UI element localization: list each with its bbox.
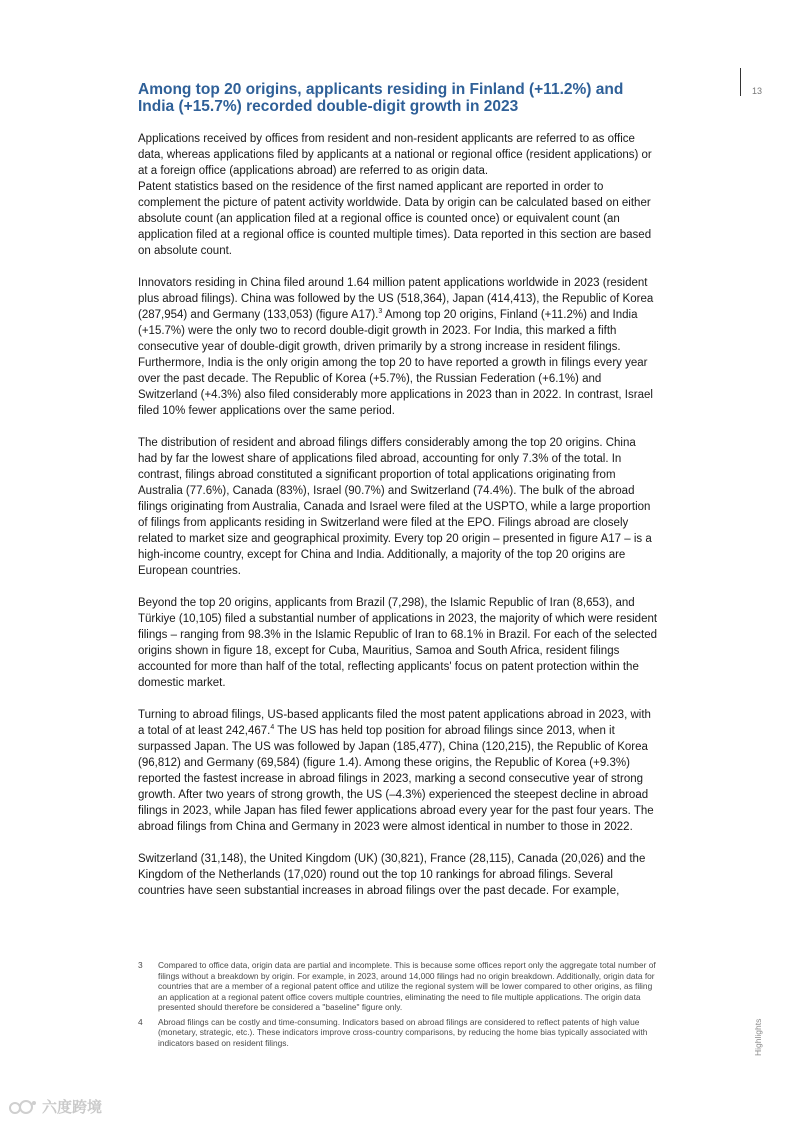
footnote-3 <box>138 960 658 1013</box>
paragraph-3 <box>138 275 658 419</box>
footnote-ref-3[interactable]: 3 <box>378 308 383 316</box>
paragraph-6-part-1: Turning to abroad filings, US-based applicants filed the most patent applications abroad in 2023, with a total of at least 242,467. <box>138 709 651 737</box>
paragraph-2: Patent statistics based on the residence of the first named applicant are reported in order to complement the picture of patent activity worldwide. Data by origin can be calculated based on either absolute count (an application filed at a regional office is counted once) or equivalent count (an application filed at a regional office is counted multiple times). Data reported in this section are based on absolute count. <box>138 181 652 257</box>
paragraph-3-part-1: Innovators residing in China filed around 1.64 million patent applications worldwide in 2023 (resident plus abroad filings). China was followed by the US (518,364), Japan (414,413), the Republic of Korea (287,954) and Germany (133,053) (figure A17). <box>138 277 654 321</box>
paragraph-3-part-2: Among top 20 origins, Finland (+11.2%) and India (+15.7%) were the only two to record double-digit growth in 2023. For India, this marked a fifth consecutive year of double-digit growth, driven primarily by a strong increase in resident filings. Furthermore, India is the only origin among the top 20 to have reported a growth in filings every year over the past decade. The Republic of Korea (+5.7%), the Russian Federation (+6.1%) and Switzerland (+4.3%) also filed considerably more applications in 2023 than in 2022. In contrast, Israel filed 10% fewer applications over the same period. <box>138 309 653 417</box>
footnote-number: 4 <box>138 1016 143 1027</box>
paragraph-5: Beyond the top 20 origins, applicants from Brazil (7,298), the Islamic Republic of Iran (8,653), and Türkiye (10,105) filed a substantial number of applications in 2023, the majority of which were resident filings – ranging from 98.3% in the Islamic Republic of Iran to 68.1% in Brazil. For each of the selected origins shown in figure 18, except for Cuba, Mauritius, Samoa and South Africa, resident filings accounted for more than half of the total, reflecting applicants' focus on patent protection within the domestic market. <box>138 597 658 689</box>
footnote-ref-4[interactable]: 4 <box>270 724 275 732</box>
page-number-rule <box>740 68 741 96</box>
paragraph-4: The distribution of resident and abroad filings differs considerably among the top 20 origins. China had by far the lowest share of applications filed abroad, accounting for only 7.3% of the total. In contrast, filings abroad constituted a significant proportion of total applications originating from Australia (77.6%), Canada (83%), Israel (90.7%) and Switzerland (74.4%). The bulk of the abroad filings originating from Australia, Canada and Israel were filed at the USPTO, while a large proportion of filings from applicants residing in Switzerland were filed at the EPO. Filings abroad are closely related to market size and geographical proximity. Every top 20 origin – presented in figure A17 – is a high-income country, except for China and India. Additionally, a majority of the top 20 origins are European countries. <box>138 437 652 577</box>
watermark <box>8 1096 102 1117</box>
watermark-text: 六度跨境 <box>42 1099 103 1116</box>
section-heading: Among top 20 origins, applicants residing in Finland (+11.2%) and India (+15.7%) recorded double-digit growth in 2023 <box>138 81 624 115</box>
paragraph-1: Applications received by offices from resident and non-resident applicants are referred to as office data, whereas applications filed by applicants at a national or regional office (resident applications) or at a foreign office (applications abroad) are referred to as origin data. <box>138 133 652 177</box>
footnotes <box>138 960 658 1052</box>
page-number: 13 <box>752 86 763 96</box>
footnote-number: 3 <box>138 960 143 970</box>
paragraph-6 <box>138 707 658 835</box>
paragraph-6-part-2: The US has held top position for abroad filings since 2013, when it surpassed Japan. The US was followed by Japan (185,477), China (120,215), the Republic of Korea (96,812) and Germany (69,584) (figure 1.4). Among these origins, the Republic of Korea (+9.3%) reported the fastest increase in abroad filings in 2023, marking a second consecutive year of strong growth. After two years of strong growth, the US (–4.3%) experienced the steepest decline in abroad filings in 2023, while Japan has filed fewer applications abroad every year for the past four years. The abroad filings from China and Germany in 2023 were almost identical in number to those in 2022. <box>138 725 654 833</box>
footnote-4 <box>138 1017 658 1049</box>
section-side-label: Highlights <box>753 1018 763 1056</box>
paragraph-7: Switzerland (31,148), the United Kingdom (UK) (30,821), France (28,115), Canada (20,026) and the Kingdom of the Netherlands (17,020) round out the top 10 rankings for abroad filings. Several countries have seen substantial increases in abroad filings over the past decade. For example, <box>138 853 646 897</box>
footnote-text: Compared to office data, origin data are partial and incomplete. This is because some offices report only the aggregate total number of filings without a breakdown by origin. For example, in 2023, around 14,000 filings had no origin breakdown. Additionally, origin data for countries that are a member of a regional patent office and utilize the regional system will be lower compared to other origins, as filing an application at a regional patent office covers multiple countries, eliminating the need to file multiple applications. The origin data presented should therefore be considered a "baseline" figure only. <box>158 960 656 1012</box>
footnote-text: Abroad filings can be costly and time-consuming. Indicators based on abroad filings are considered to reflect patents of high value (monetary, strategic, etc.). These indicators improve cross-country comparisons, by reducing the home bias typically associated with indicators based on resident filings. <box>158 1016 648 1048</box>
body-text <box>138 131 658 899</box>
watermark-logo-icon <box>8 1098 38 1116</box>
